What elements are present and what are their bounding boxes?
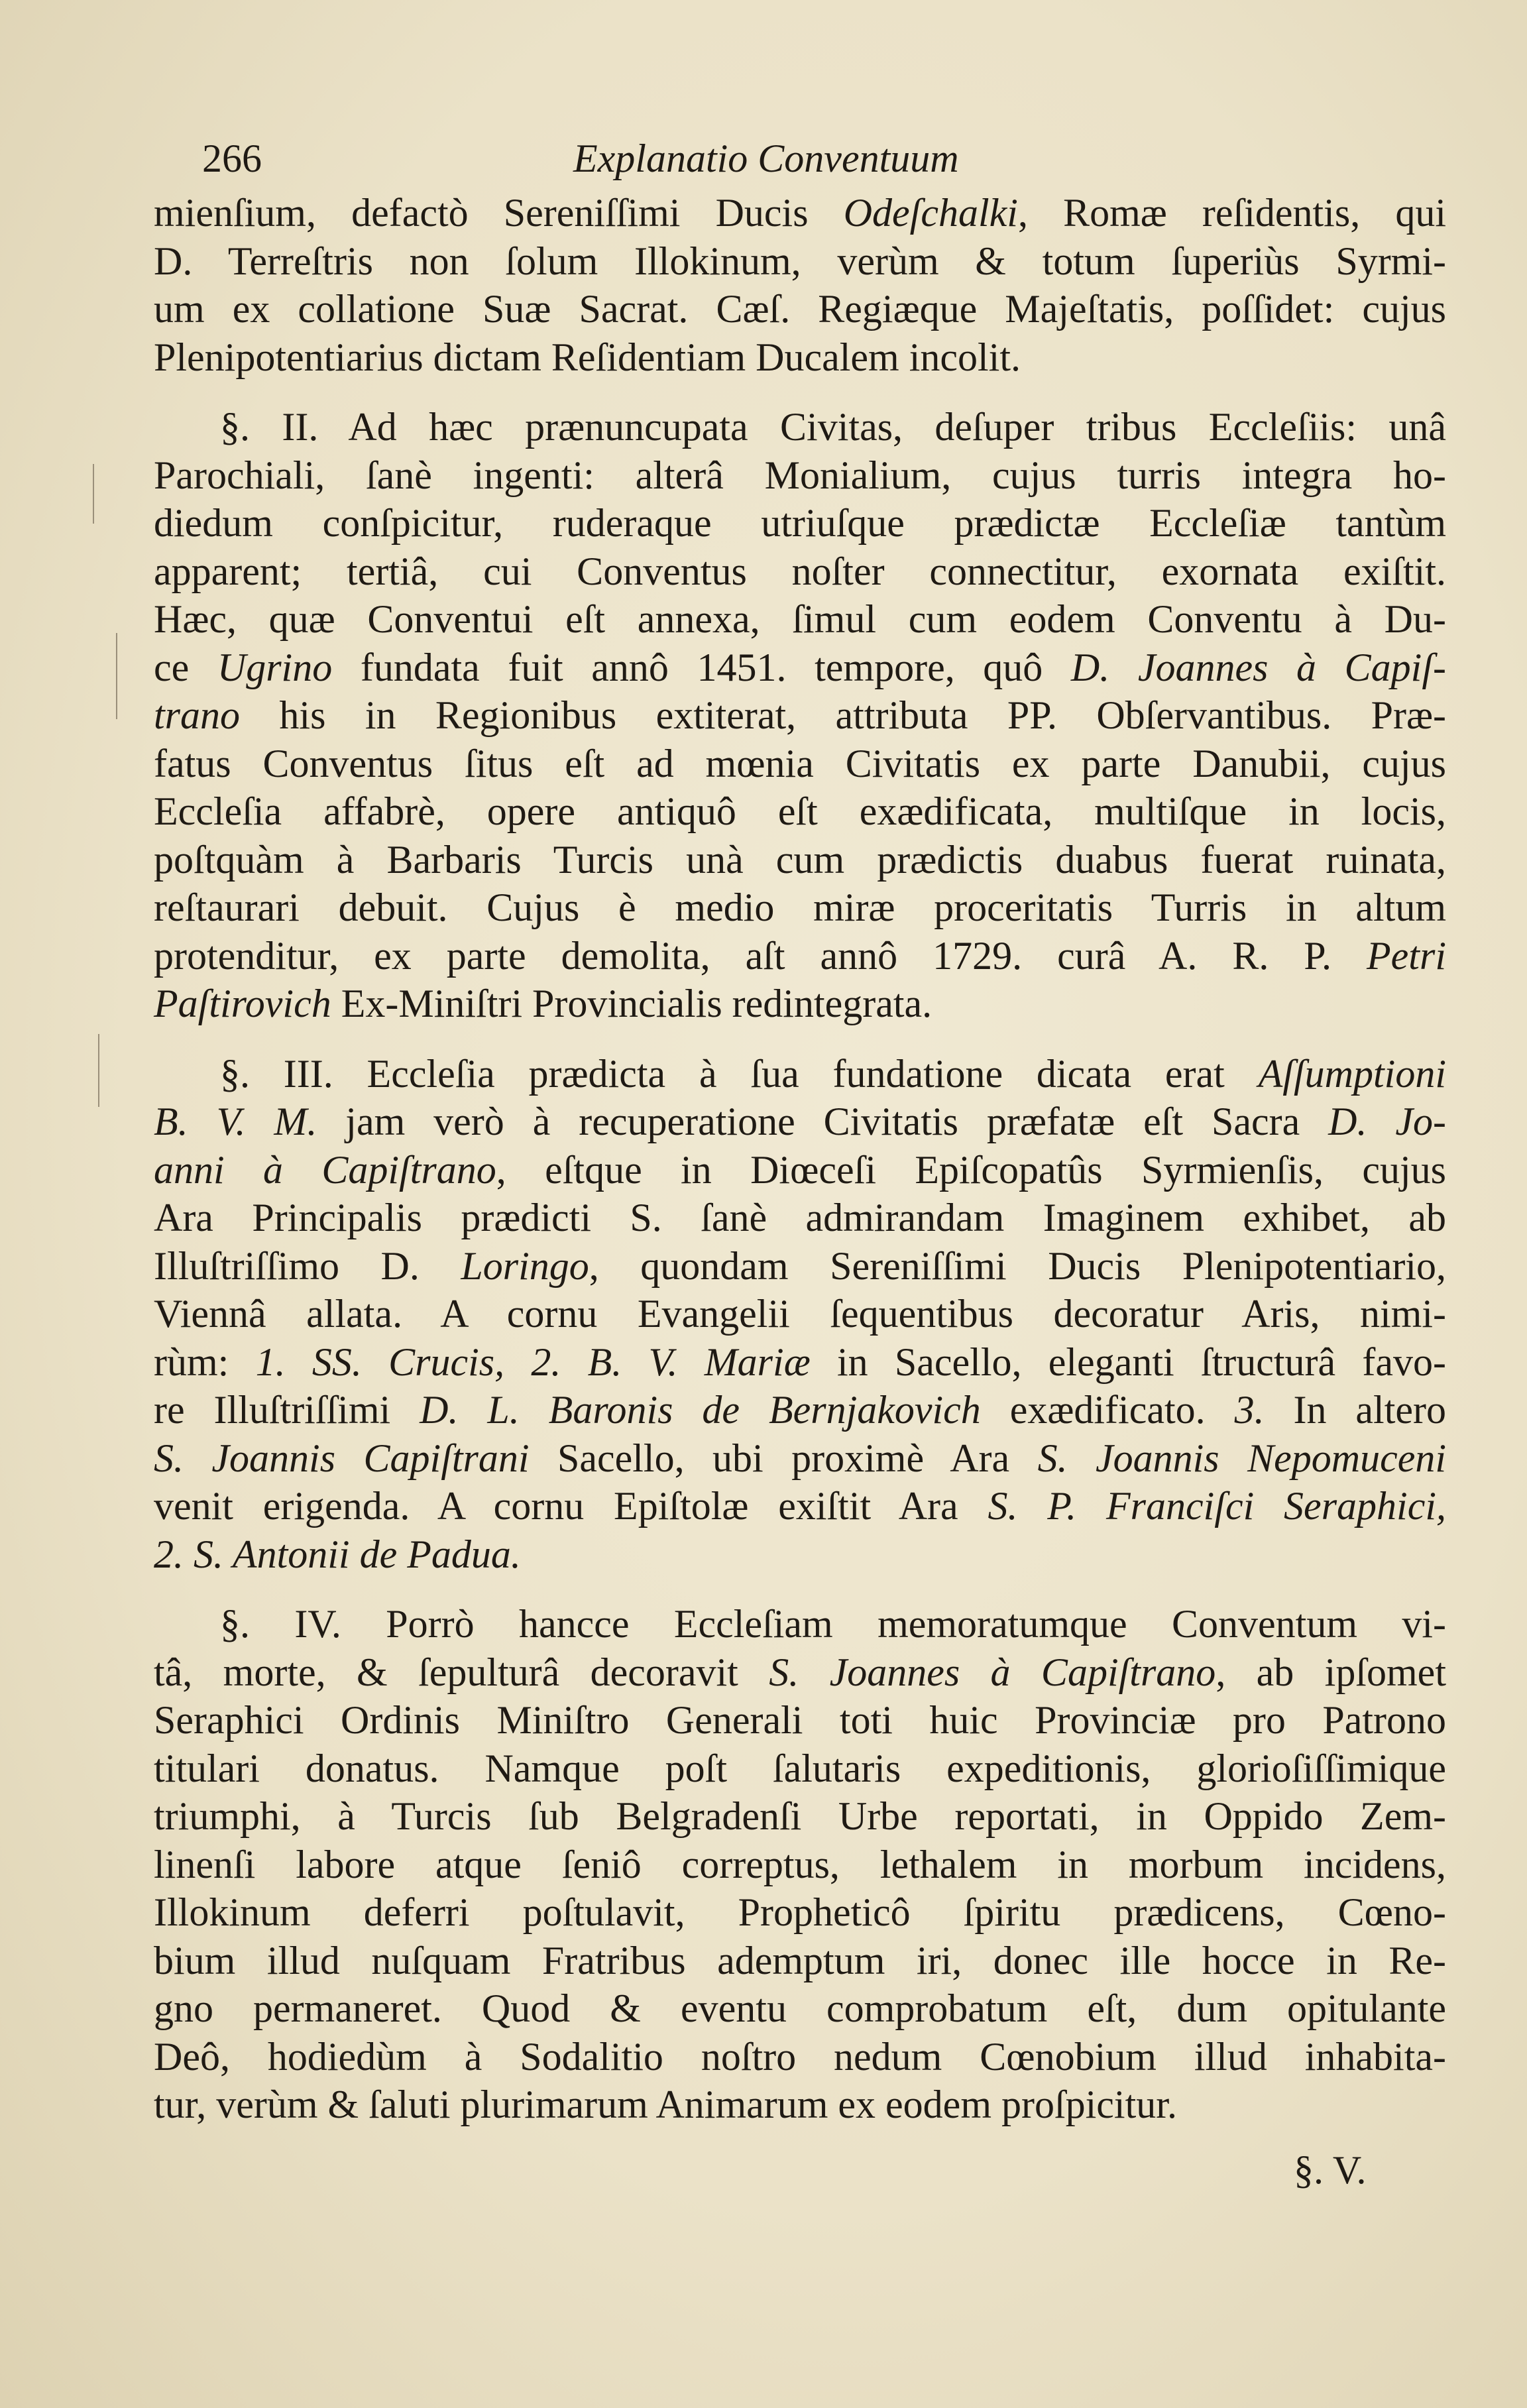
text-line	[154, 285, 1446, 333]
roman-span: Illuſtriſſimo D.	[154, 1243, 461, 1288]
roman-span: Plenipotentiarius dictam Reſidentiam Ducalem incolit.	[154, 335, 1021, 379]
text-line	[154, 980, 1446, 1028]
roman-span: apparent; tertiâ, cui Conventus noſter connectitur, exornata exiſtit.	[154, 549, 1446, 593]
roman-span: Parochiali, ſanè ingenti: alterâ Monialium, cujus turris integra ho-	[154, 453, 1446, 497]
text-line	[154, 691, 1446, 740]
italic-span: S. Joannes à Capiſtrano	[769, 1650, 1216, 1694]
text-line	[154, 333, 1446, 382]
text-line	[154, 451, 1446, 500]
roman-span: in Sacello, eleganti ſtructurâ favo-	[810, 1340, 1446, 1384]
roman-span: fundata fuit annô 1451. tempore, quô	[332, 645, 1071, 689]
italic-span: Aſſumptioni	[1258, 1051, 1446, 1096]
text-line	[154, 1050, 1446, 1098]
roman-span: fatus Conventus ſitus eſt ad mœnia Civitatis ex parte Danubii, cujus	[154, 741, 1446, 785]
text-line	[154, 932, 1446, 980]
italic-span: anni à Capiſtrano	[154, 1147, 496, 1192]
roman-span: Illokinum deferri poſtulavit, Propheticô ſpiritu prædicens, Cœno-	[154, 1890, 1446, 1934]
text-line	[154, 1434, 1446, 1483]
roman-span: protenditur, ex parte demolita, aſt annô 1729. curâ A. R. P.	[154, 933, 1367, 978]
roman-span: exædificato.	[980, 1388, 1235, 1432]
text-line	[154, 1648, 1446, 1697]
margin-pencil-mark	[116, 633, 117, 719]
roman-span: um ex collatione Suæ Sacrat. Cæſ. Regiæque Majeſtatis, poſſidet: cujus	[154, 287, 1446, 331]
italic-span: Ugrino	[217, 645, 333, 689]
italic-span: Odeſchalki	[843, 191, 1018, 235]
paragraph-4	[154, 1600, 1446, 2129]
roman-span: In altero	[1264, 1388, 1446, 1432]
text-line	[154, 2081, 1446, 2129]
margin-pencil-mark	[98, 1034, 99, 1107]
text-line	[154, 547, 1446, 596]
italic-span: S. P. Franciſci Seraphici,	[988, 1484, 1447, 1528]
running-title: Explanatio Conventuum	[573, 137, 959, 180]
roman-span: Eccleſia affabrè, opere antiquô eſt exædificata, multiſque in locis,	[154, 789, 1446, 833]
roman-span: mienſium, defactò Sereniſſimi Ducis	[154, 191, 844, 235]
text-line	[154, 1098, 1446, 1146]
text-line	[154, 499, 1446, 547]
text-line	[154, 189, 1446, 237]
roman-span: rùm:	[154, 1340, 256, 1384]
page-number: 266	[202, 137, 262, 180]
text-line	[154, 1792, 1446, 1841]
roman-span: §. II. Ad hæc prænuncupata Civitas, deſuper tribus Eccleſiis: unâ	[220, 405, 1446, 449]
text-line	[154, 1530, 1446, 1579]
text-line	[154, 1696, 1446, 1745]
roman-span: jam verò à recuperatione Civitatis præfatæ eſt Sacra	[317, 1100, 1329, 1143]
text-line	[154, 403, 1446, 451]
paragraph-1	[154, 189, 1446, 381]
italic-span: 2. S. Antonii de Padua.	[154, 1532, 521, 1576]
italic-span: 3.	[1234, 1388, 1265, 1432]
text-line	[154, 644, 1446, 692]
text-line	[154, 1745, 1446, 1793]
italic-span: Loringo	[461, 1243, 589, 1288]
roman-span: §. IV. Porrò hancce Eccleſiam memoratumque Conventum vi-	[220, 1602, 1446, 1646]
text-line	[154, 2033, 1446, 2081]
roman-span: Ara Principalis prædicti S. ſanè admirandam Imaginem exhibet, ab	[154, 1196, 1446, 1239]
roman-span: ce	[154, 645, 217, 689]
body-text	[154, 189, 1446, 2129]
text-line	[154, 595, 1446, 644]
text-line	[154, 1194, 1446, 1242]
text-line	[154, 1482, 1446, 1530]
text-line	[154, 1146, 1446, 1194]
roman-span: linenſi labore atque ſeniô correptus, lethalem in morbum incidens,	[154, 1842, 1446, 1886]
roman-span: poſtquàm à Barbaris Turcis unà cum prædictis duabus fuerat ruinata,	[154, 837, 1446, 882]
text-line	[154, 787, 1446, 836]
roman-span: , ab ipſomet	[1216, 1650, 1446, 1694]
roman-span: Deô, hodiedùm à Sodalitio noſtro nedum Cœnobium illud inhabita-	[154, 2034, 1446, 2079]
text-line	[154, 1888, 1446, 1937]
paragraph-3	[154, 1050, 1446, 1579]
roman-span: triumphi, à Turcis ſub Belgradenſi Urbe reportati, in Oppido Zem-	[154, 1794, 1446, 1838]
text-line	[154, 1937, 1446, 1985]
italic-span: B. V. M.	[154, 1100, 317, 1143]
text-line	[154, 836, 1446, 884]
italic-span: S. Joannis Capiſtrani	[154, 1436, 530, 1480]
text-line	[154, 1984, 1446, 2033]
roman-span: his in Regionibus extiterat, attributa PP. Obſervantibus. Præ-	[240, 693, 1446, 737]
roman-span: Hæc, quæ Conventui eſt annexa, ſimul cum eodem Conventu à Du-	[154, 597, 1446, 641]
roman-span: §. III. Eccleſia prædicta à ſua fundatione dicata erat	[220, 1051, 1259, 1096]
italic-span: D. L. Baronis de Bernjakovich	[420, 1388, 981, 1432]
text-line	[154, 740, 1446, 788]
roman-span: venit erigenda. A cornu Epiſtolæ exiſtit Ara	[154, 1484, 988, 1528]
roman-span: re Illuſtriſſimi	[154, 1388, 420, 1432]
italic-span: S. Joannis Nepomuceni	[1037, 1436, 1447, 1480]
roman-span: bium illud nuſquam Fratribus ademptum iri, donec ille hocce in Re-	[154, 1938, 1446, 1982]
italic-span: D. Joannes à Capiſ-	[1070, 645, 1446, 689]
roman-span: titulari donatus. Namque poſt ſalutaris expeditionis, glorioſiſſimique	[154, 1746, 1446, 1790]
roman-span: diedum conſpicitur, ruderaque utriuſque prædictæ Eccleſiæ tantùm	[154, 501, 1446, 545]
roman-span: gno permaneret. Quod & eventu comprobatum eſt, dum opitulante	[154, 1986, 1446, 2030]
roman-span: , quondam Sereniſſimi Ducis Plenipotentiario,	[589, 1243, 1446, 1288]
roman-span: Viennâ allata. A cornu Evangelii ſequentibus decoratur Aris, nimi-	[154, 1292, 1446, 1336]
text-line	[154, 1338, 1446, 1387]
italic-span: 1. SS. Crucis, 2. B. V. Mariæ	[255, 1340, 811, 1384]
roman-span: , Romæ reſidentis, qui	[1017, 191, 1447, 235]
catchword: §. V.	[1294, 2148, 1367, 2192]
italic-span: D. Jo-	[1328, 1100, 1446, 1143]
roman-span: Ex-Miniſtri Provincialis redintegrata.	[331, 982, 933, 1025]
italic-span: Petri	[1367, 933, 1446, 978]
roman-span: tur, verùm & ſaluti plurimarum Animarum ex eodem proſpicitur.	[154, 2083, 1177, 2126]
roman-span: D. Terreſtris non ſolum Illokinum, verùm & totum ſuperiùs Syrmi-	[154, 239, 1446, 283]
text-line	[154, 1841, 1446, 1889]
roman-span: Seraphici Ordinis Miniſtro Generali toti huic Provinciæ pro Patrono	[154, 1698, 1446, 1742]
roman-span: Sacello, ubi proximè Ara	[529, 1436, 1038, 1480]
italic-span: trano	[154, 693, 241, 737]
text-line	[154, 1600, 1446, 1648]
page-header	[202, 136, 1362, 196]
roman-span: tâ, morte, & ſepulturâ decoravit	[154, 1650, 769, 1694]
margin-pencil-mark	[93, 464, 94, 524]
italic-span: Paſtirovich	[154, 982, 331, 1025]
text-line	[154, 237, 1446, 286]
text-line	[154, 884, 1446, 932]
text-line	[154, 1386, 1446, 1434]
roman-span: , eſtque in Diœceſi Epiſcopatûs Syrmienſis, cujus	[496, 1147, 1446, 1192]
text-line	[154, 1290, 1446, 1338]
roman-span: reſtaurari debuit. Cujus è medio miræ proceritatis Turris in altum	[154, 886, 1446, 929]
paragraph-2	[154, 403, 1446, 1028]
text-line	[154, 1242, 1446, 1290]
